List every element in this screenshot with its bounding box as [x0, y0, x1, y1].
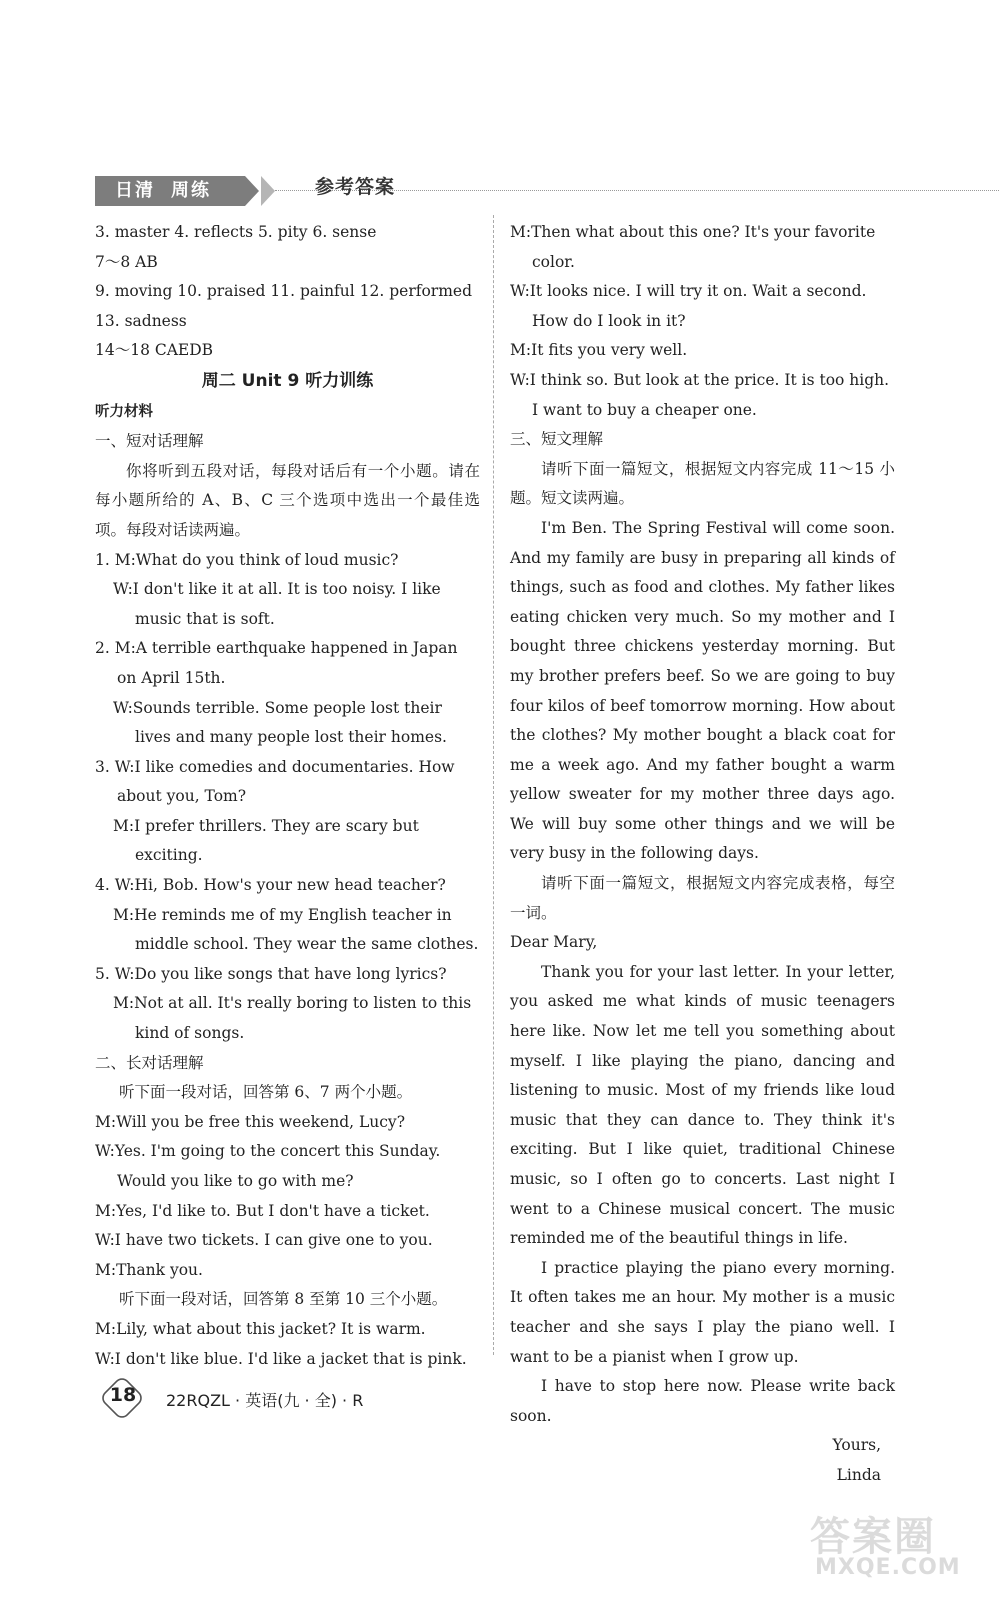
answer-line: 14～18 CAEDB [95, 341, 214, 360]
instruction: 听下面一段对话，回答第 6、7 两个小题。 [119, 1083, 413, 1102]
dialogue-line: W:I have two tickets. I can give one to you. [95, 1231, 433, 1250]
part-heading: 一、短对话理解 [95, 432, 204, 451]
dialogue-line: 3. W:I like comedies and documentaries. How about you, Tom? [95, 757, 455, 806]
watermark-bottom-text: MXQE.COM [815, 1555, 961, 1580]
letter-closing: Yours, [832, 1436, 881, 1455]
part-heading: 三、短文理解 [510, 430, 604, 449]
dialogue-line: 5. W:Do you like songs that have long lyrics? [95, 964, 447, 983]
dialogue-line: W:Sounds terrible. Some people lost their lives and many people lost their homes. [113, 698, 447, 747]
section-title: 周二 Unit 9 听力训练 [201, 370, 374, 391]
book-code: 22RQZL · 英语(九 · 全) · R [166, 1391, 364, 1410]
dialogue-line: M:Will you be free this weekend, Lucy? [95, 1112, 405, 1131]
left-column [95, 218, 480, 1374]
dialogue-line: M:He reminds me of my English teacher in middle school. They wear the same clothes. [113, 905, 479, 954]
instruction: 请听下面一篇短文，根据短文内容完成表格，每空一词。 [510, 874, 895, 922]
watermark-top-text: 答案圈 [810, 1514, 936, 1560]
dialogue-line: 1. M:What do you think of loud music? [95, 550, 399, 569]
dialogue-line: M:Thank you. [95, 1260, 203, 1279]
answer-line: 7～8 AB [95, 252, 158, 271]
dialogue-line: W:I don't like blue. I'd like a jacket that is pink. [95, 1349, 467, 1368]
page-title: 参考答案 [315, 176, 396, 198]
instruction: 听下面一段对话，回答第 8 至第 10 三个小题。 [119, 1290, 448, 1309]
dialogue-line: W:I think so. But look at the price. It is too high. I want to buy a cheaper one. [510, 370, 890, 419]
column-divider [493, 215, 494, 1355]
answer-line: 3. master 4. reflects 5. pity 6. sense [95, 223, 377, 241]
dialogue-line: M:Not at all. It's really boring to listen to this kind of songs. [113, 994, 472, 1043]
answer-line: 13. sadness [95, 311, 187, 330]
material-heading: 听力材料 [95, 403, 153, 420]
dialogue-line: W:Yes. I'm going to the concert this Sunday. Would you like to go with me? [95, 1142, 441, 1190]
passage-paragraph: I'm Ben. The Spring Festival will come soon. And my family are busy in preparing all kinds of things, such as food and clothes. My father likes eating chicken very much. So my mother and I bought three chickens yesterday morning. But my brother prefers beef. So we are going to buy four kilos of beef tomorrow morning. How about the clothes? My mother bought a black coat for me a week ago. And my father bought a warm yellow sweater for my mother three days ago. We will buy some other things and we will be very busy in the following days. [510, 518, 895, 863]
watermark-logo [810, 1505, 980, 1590]
right-column [510, 218, 895, 1491]
chevron-icon [245, 176, 259, 206]
dialogue-line: M:Yes, I'd like to. But I don't have a ticket. [95, 1201, 430, 1220]
dialogue-line: M:I prefer thrillers. They are scary but exciting. [113, 816, 419, 865]
dialogue-line: M:It fits you very well. [510, 341, 688, 360]
dialogue-line: W:It looks nice. I will try it on. Wait a second. How do I look in it? [510, 282, 867, 330]
tag-left-label: 日清 [115, 180, 155, 201]
letter-paragraph: I practice playing the piano every morning. It often takes me an hour. My mother is a music teacher and she says I play the piano well. I want to be a pianist when I grow up. [510, 1258, 895, 1366]
letter-salutation: Dear Mary, [510, 933, 598, 952]
page-footer [100, 1378, 500, 1418]
letter-paragraph: I have to stop here now. Please write back soon. [510, 1377, 895, 1425]
chevron-icon [261, 176, 275, 206]
section-tag [95, 176, 245, 206]
instruction: 你将听到五段对话，每段对话后有一个小题。请在每小题所给的 A、B、C 三个选项中选出一个最佳选项。每段对话读两遍。 [95, 461, 480, 539]
dialogue-line: M:Then what about this one? It's your favorite color. [510, 223, 876, 271]
part-heading: 二、长对话理解 [95, 1053, 204, 1072]
letter-signature: Linda [836, 1465, 881, 1484]
page-number: 18 [109, 1384, 137, 1406]
dialogue-line: W:I don't like it at all. It is too noisy. I like music that is soft. [113, 580, 441, 628]
tag-right-label: 周练 [171, 180, 211, 201]
dialogue-line: 4. W:Hi, Bob. How's your new head teacher? [95, 876, 446, 895]
dialogue-line: M:Lily, what about this jacket? It is warm. [95, 1319, 426, 1338]
page-header [95, 170, 895, 214]
answer-line: 9. moving 10. praised 11. painful 12. performed [95, 282, 473, 301]
letter-paragraph: Thank you for your last letter. In your letter, you asked me what kinds of music teenagers here like. Now let me tell you something about myself. I like playing the piano, dancing and listening to music. Most of my friends like loud music that they can dance to. They think it's exciting. But I like quiet, traditional Chinese music, so I often go to concerts. Last night I went to a Chinese musical concert. The music reminded me of the beautiful things in life. [510, 962, 895, 1248]
dialogue-line: 2. M:A terrible earthquake happened in Japan on April 15th. [95, 639, 458, 687]
instruction: 请听下面一篇短文，根据短文内容完成 11～15 小题。短文读两遍。 [510, 459, 895, 508]
